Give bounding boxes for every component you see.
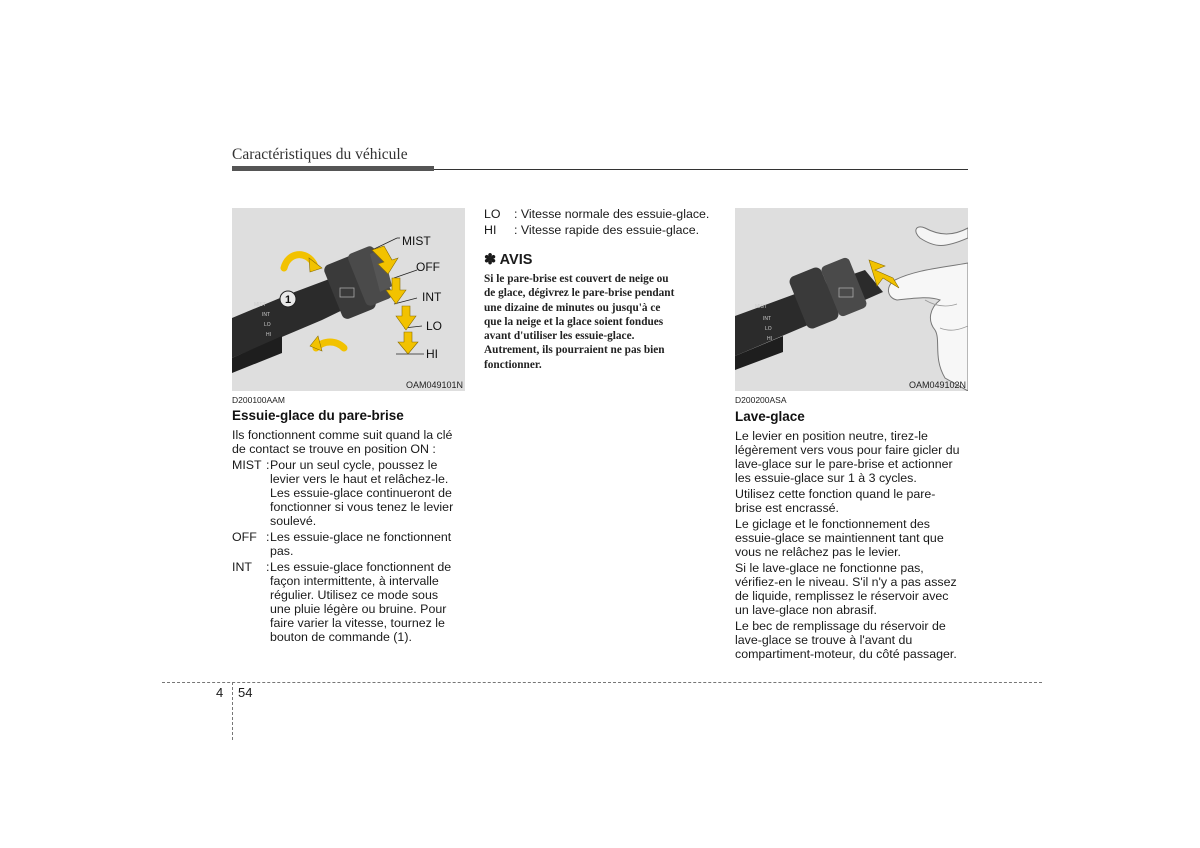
figure-label-int: INT — [422, 290, 442, 304]
definition-term: OFF — [232, 530, 257, 544]
figure-code: OAM049102N — [908, 380, 966, 390]
paragraph: Le levier en position neutre, tirez-le légèrement vers vous pour faire gicler du lave-glace sur le pare-brise et actionner les essuie-glace sur 1 à 3 cycles. — [735, 429, 960, 485]
section-heading: Lave-glace — [735, 409, 805, 424]
definition-text: Les essuie-glace ne fonctionnent pas. — [270, 530, 452, 558]
definition-term: INT — [232, 560, 252, 574]
definition-text: Les essuie-glace fonctionnent de façon intermittente, à intervalle régulier. Utilisez ce mode sous une pluie légère ou bruine. Pour faire varier la vitesse, tournez le bouton de commande (1). — [270, 560, 452, 644]
footer-rule — [162, 682, 1042, 683]
section-code: D200200ASA — [735, 395, 787, 405]
svg-text:INT: INT — [763, 316, 772, 322]
section-code: D200100AAM — [232, 395, 285, 405]
chapter-number: 4 — [216, 685, 224, 700]
paragraph: Le bec de remplissage du réservoir de lave-glace se trouve à l'avant du compartiment-moteur, du côté passager. — [735, 619, 957, 661]
svg-text:LO: LO — [264, 322, 271, 328]
notice-body: Si le pare-brise est couvert de neige ou de glace, dégivrez le pare-brise pendant une dizaine de minutes ou jusqu'à ce que la neige et la glace soient fondues avant d'utiliser les essuie-glace. Autrement, ils pourraient ne pas bien fonctionner. — [484, 273, 675, 371]
paragraph: Utilisez cette fonction quand le pare- brise est encrassé. — [735, 487, 936, 515]
figure-label-lo: LO — [426, 319, 443, 333]
definition-hi — [484, 223, 716, 239]
svg-text:MIST: MIST — [755, 304, 767, 310]
footer-divider — [232, 682, 233, 740]
definition-text: Pour un seul cycle, poussez le levier vers le haut et relâchez-le. Les essuie-glace continueront de fonctionner si vous tenez le levier soulevé. — [270, 458, 454, 528]
definition-lo — [484, 207, 716, 223]
washer-stalk-illustration — [735, 208, 968, 391]
definition-term: HI — [484, 223, 497, 237]
notice-title: ✽ AVIS — [484, 252, 533, 268]
paragraph: Le giclage et le fonctionnement des essuie-glace se maintiennent tant que vous ne relâchez pas le levier. — [735, 517, 944, 559]
figure-label-hi: HI — [426, 347, 438, 361]
definition-int: INT : Les essuie-glace fonctionnent de façon intermittente, à intervalle régulier. Utilisez ce mode sous une pluie légère ou bruine. Pour faire varier la vitesse, tournez le bouton de commande (1). — [232, 560, 465, 644]
running-header: Caractéristiques du véhicule — [232, 146, 408, 163]
svg-text:HI: HI — [266, 332, 271, 338]
wiper-stalk-figure — [232, 208, 465, 391]
svg-text:HI: HI — [767, 336, 772, 342]
definition-off: OFF : Les essuie-glace ne fonctionnent pas. — [232, 530, 465, 558]
section-heading: Essuie-glace du pare-brise — [232, 408, 404, 423]
washer-stalk-figure — [735, 208, 968, 391]
intro-paragraph — [232, 428, 465, 456]
paragraph: Si le lave-glace ne fonctionne pas, vérifiez-en le niveau. S'il n'y a pas assez de liquide, remplissez le réservoir avec un lave-glace non abrasif. — [735, 561, 957, 617]
page-number: 54 — [238, 685, 253, 700]
definition-mist: MIST : Pour un seul cycle, poussez le levier vers le haut et relâchez-le. Les essuie-glace continueront de fonctionner si vous tenez le levier soulevé. — [232, 458, 465, 528]
figure-label-off: OFF — [416, 260, 440, 274]
header-rule — [434, 169, 968, 170]
figure-label-mist: MIST — [402, 234, 431, 248]
definition-term: MIST — [232, 458, 262, 472]
text-line: Ils fonctionnent comme suit quand la clé — [232, 428, 453, 442]
knob-number: 1 — [284, 294, 292, 306]
figure-code: OAM049101N — [405, 380, 463, 390]
svg-text:MIST: MIST — [254, 302, 266, 308]
text-line: de contact se trouve en position ON : — [232, 442, 436, 456]
definition-text: : Vitesse normale des essuie-glace. — [514, 207, 710, 221]
header-accent-bar — [232, 166, 434, 171]
wiper-stalk-illustration — [232, 208, 465, 391]
svg-text:INT: INT — [262, 312, 271, 318]
definition-text: : Vitesse rapide des essuie-glace. — [514, 223, 700, 237]
svg-text:LO: LO — [765, 326, 772, 332]
definition-term: LO — [484, 207, 501, 221]
